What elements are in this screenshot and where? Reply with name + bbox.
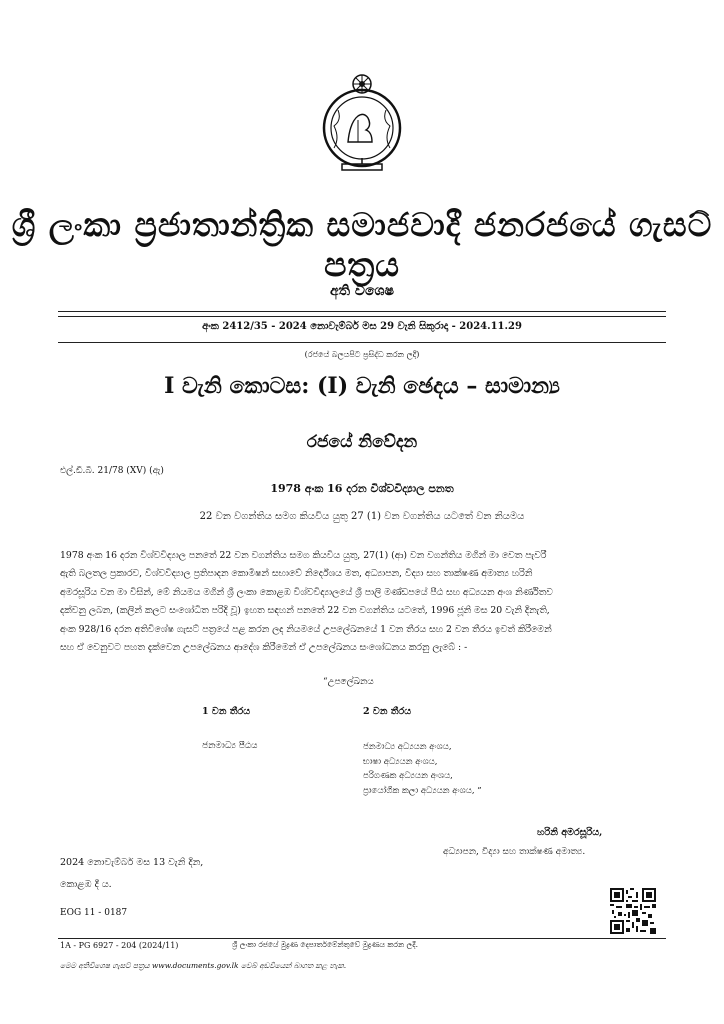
part-title: I වැනි කොටස: (I) වැනි ඡෙදය – සාමාන්‍ය [164, 373, 560, 399]
notice-body-line: ඇති බලතල ප්‍රකාරව, විශ්වවිද්‍යාල ප්‍රතිපාදන කොමිෂන් සභාවේ නිර්දේශය මත, අධ්‍යාපන, විද්‍යා සහ තාක්ෂණ අමාත්‍ය හරිනි [60, 568, 533, 580]
notice-body-line: දක්වනු ලබන, (කලින් කලට සංශෝධිත පරිදි වූ) ඉහත සඳහන් පනතේ 22 වන වගන්තිය යටතේ, 1996 ජූනි මස 20 වැනි දිනැති, [60, 605, 550, 617]
act-title: 1978 අංක 16 දරන විශ්වවිද්‍යාල පනත [270, 482, 454, 495]
statute-subtitle: 22 වන වගන්තිය සමග කියවිය යුතු 27 (1) වන වගන්තිය යටතේ වන නියමය [199, 511, 525, 522]
issue-line: අංක 2412/35 - 2024 නොවැම්බර් මස 29 වැනි සිකුරාදා - 2024.11.29 [202, 321, 522, 332]
notice-body-line: අංක 928/16 දරන අතිවිශේෂ ගැසට් පත්‍රයේ පළ කරන ලද නියමයේ උපලේඛනයේ 1 වන තීරය සහ 2 වන තීරය ඉවත් කිරීමෙන් [60, 623, 552, 635]
divider [58, 311, 666, 312]
notice-body [60, 547, 664, 657]
signed-place: කොළඹ දී ය. [60, 879, 112, 890]
column-1-heading: 1 වන තීරය [202, 706, 251, 717]
department-item: ජනමාධ්‍ය අධ්‍යයන අංශය, [363, 742, 452, 752]
schedule-label: “උපලේඛනය [323, 677, 374, 687]
gazette-title: ශ්‍රී ලංකා ප්‍රජාතාන්ත්‍රික සමාජවාදී ජනරජයේ ගැසට් පත්‍රය [11, 205, 713, 284]
minister-title: අධ්‍යාපන, විද්‍යා සහ තාක්ෂණ අමාත්‍ය. [443, 847, 586, 857]
print-code: 1A - PG 6927 - 204 (2024/11) [60, 941, 179, 950]
notice-body-line: 1978 අංක 16 දරන විශ්වවිද්‍යාල පනතේ 22 වන වගන්තිය සමග කියවිය යුතු, 27(1) (ආ) වන වගන්තිය මගින් මා වෙත පැවරී [60, 550, 547, 561]
reference-number: එල්.ඩී.බී. 21/78 (XV) (ඇ) [60, 466, 164, 476]
printed-by-note: ශ්‍රී ලංකා රජයේ මුද්‍රණ දෙපාර්තමේන්තුවේ මුද්‍රණය කරන ලදී. [232, 940, 418, 949]
qr-code-icon [610, 888, 656, 934]
published-note: (රජයේ බලයපිට ප්‍රසිද්ධ කරන ලදී) [304, 350, 420, 359]
divider [58, 342, 666, 343]
faculty-name: ජනමාධ්‍ය පීඨය [202, 741, 258, 751]
department-item: භාෂා අධ්‍යයන අංශය, [363, 756, 438, 767]
signed-date: 2024 නොවැම්බර් මස 13 වැනි දින, [60, 857, 204, 868]
department-item: ප්‍රායෝගික කලා අධ්‍යයන අංශය, ” [363, 785, 482, 796]
notice-body-line: සහ ඒ වෙනුවට පහත දැක්වෙන උපලේඛනය ආදේශ කිරීමෙන් ඒ උපලේඛනය සංශෝධනය කරනු ලැබේ : - [60, 642, 468, 654]
extraordinary-label: අති විශෙෂ [330, 283, 394, 299]
sri-lanka-emblem-icon [312, 70, 412, 180]
website-note: මෙම අතිවිශෙෂ ගැසට් පත්‍රය www.documents.gov.lk වෙබ් අඩවියෙන් බාගත කළ හැක. [60, 961, 347, 970]
eog-number: EOG 11 - 0187 [60, 908, 128, 918]
footer-divider [58, 938, 666, 939]
department-item: පරිගණක අධ්‍යයන අංශය, [363, 771, 453, 781]
minister-name: හරිනි අමරසූරිය, [537, 827, 603, 838]
notices-heading: රජයේ නිවේදන [306, 432, 418, 452]
divider [58, 316, 666, 317]
department-list [363, 740, 482, 798]
notice-body-line: අමරසූරිය වන මා විසින්, මේ නියමය මගින් ශ්‍රී ලංකා කොළඹ විශ්වවිද්‍යාලයේ ශ්‍රී පාලි මණ්ඩපයේ පීඨ සහ අධ්‍යයන අංශ නිර්ණිතව [60, 586, 553, 598]
column-2-heading: 2 වන තීරය [363, 706, 412, 717]
